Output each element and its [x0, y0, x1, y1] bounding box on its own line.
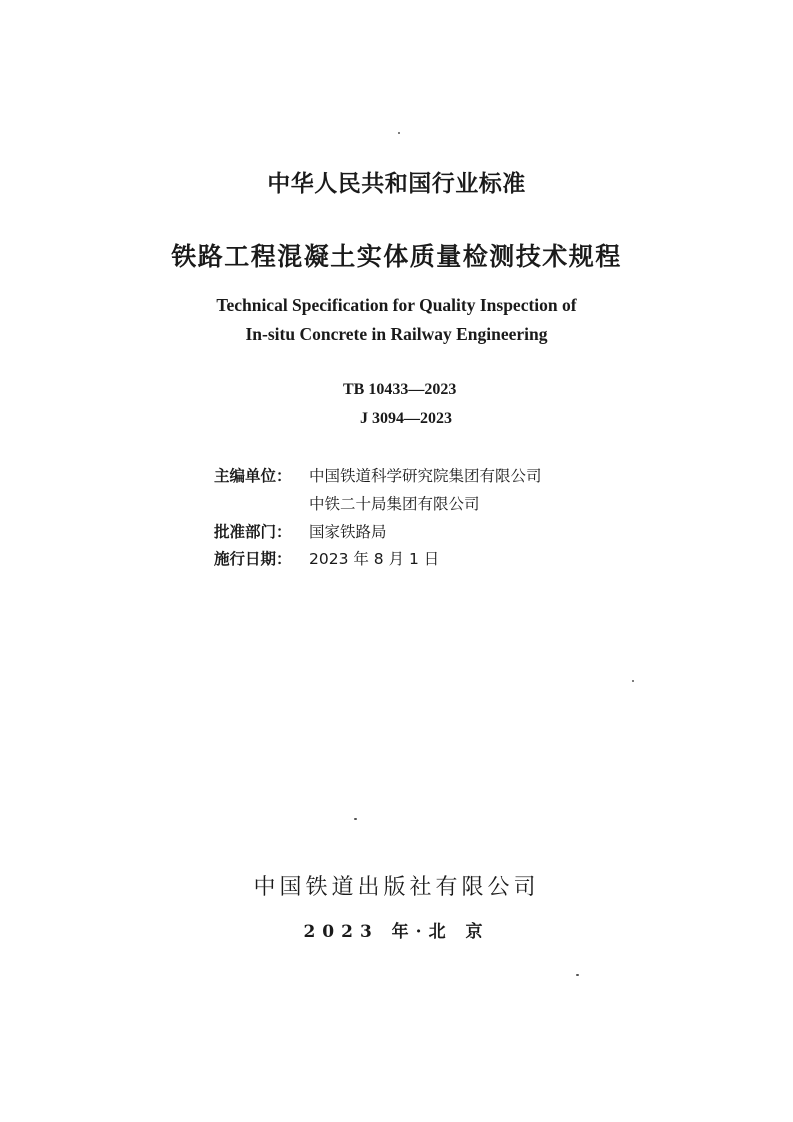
effective-date: 2023 年 8 月 1 日	[309, 550, 440, 568]
chief-editor-unit-2: 中铁二十局集团有限公司	[309, 495, 480, 513]
scan-speck	[576, 974, 579, 976]
scan-speck	[354, 818, 357, 820]
chief-editor-row	[214, 466, 542, 486]
scan-speck	[632, 680, 634, 682]
english-title-line-2: In-situ Concrete in Railway Engineering	[245, 324, 548, 344]
effective-date-label: 施行日期：	[214, 550, 292, 568]
approval-row	[214, 522, 387, 542]
approval-label: 批准部门：	[214, 523, 292, 541]
chief-editor-label: 主编单位：	[214, 467, 292, 485]
industry-standard-heading: 中华人民共和国行业标准	[267, 171, 526, 197]
publisher-name: 中国铁道出版社有限公司	[253, 875, 540, 900]
standard-code: TB 10433—2023	[343, 381, 457, 398]
publication-year-place: 2023 年·北 京	[303, 922, 490, 942]
effective-date-row	[214, 549, 439, 569]
record-code: J 3094—2023	[360, 410, 452, 427]
chinese-title: 铁路工程混凝土实体质量检测技术规程	[171, 242, 622, 271]
scan-speck	[398, 132, 400, 134]
chief-editor-row-2	[214, 494, 480, 514]
approval-department: 国家铁路局	[309, 523, 387, 541]
chief-editor-unit-1: 中国铁道科学研究院集团有限公司	[309, 467, 542, 485]
english-title-line-1: Technical Specification for Quality Inspection of	[216, 295, 577, 315]
